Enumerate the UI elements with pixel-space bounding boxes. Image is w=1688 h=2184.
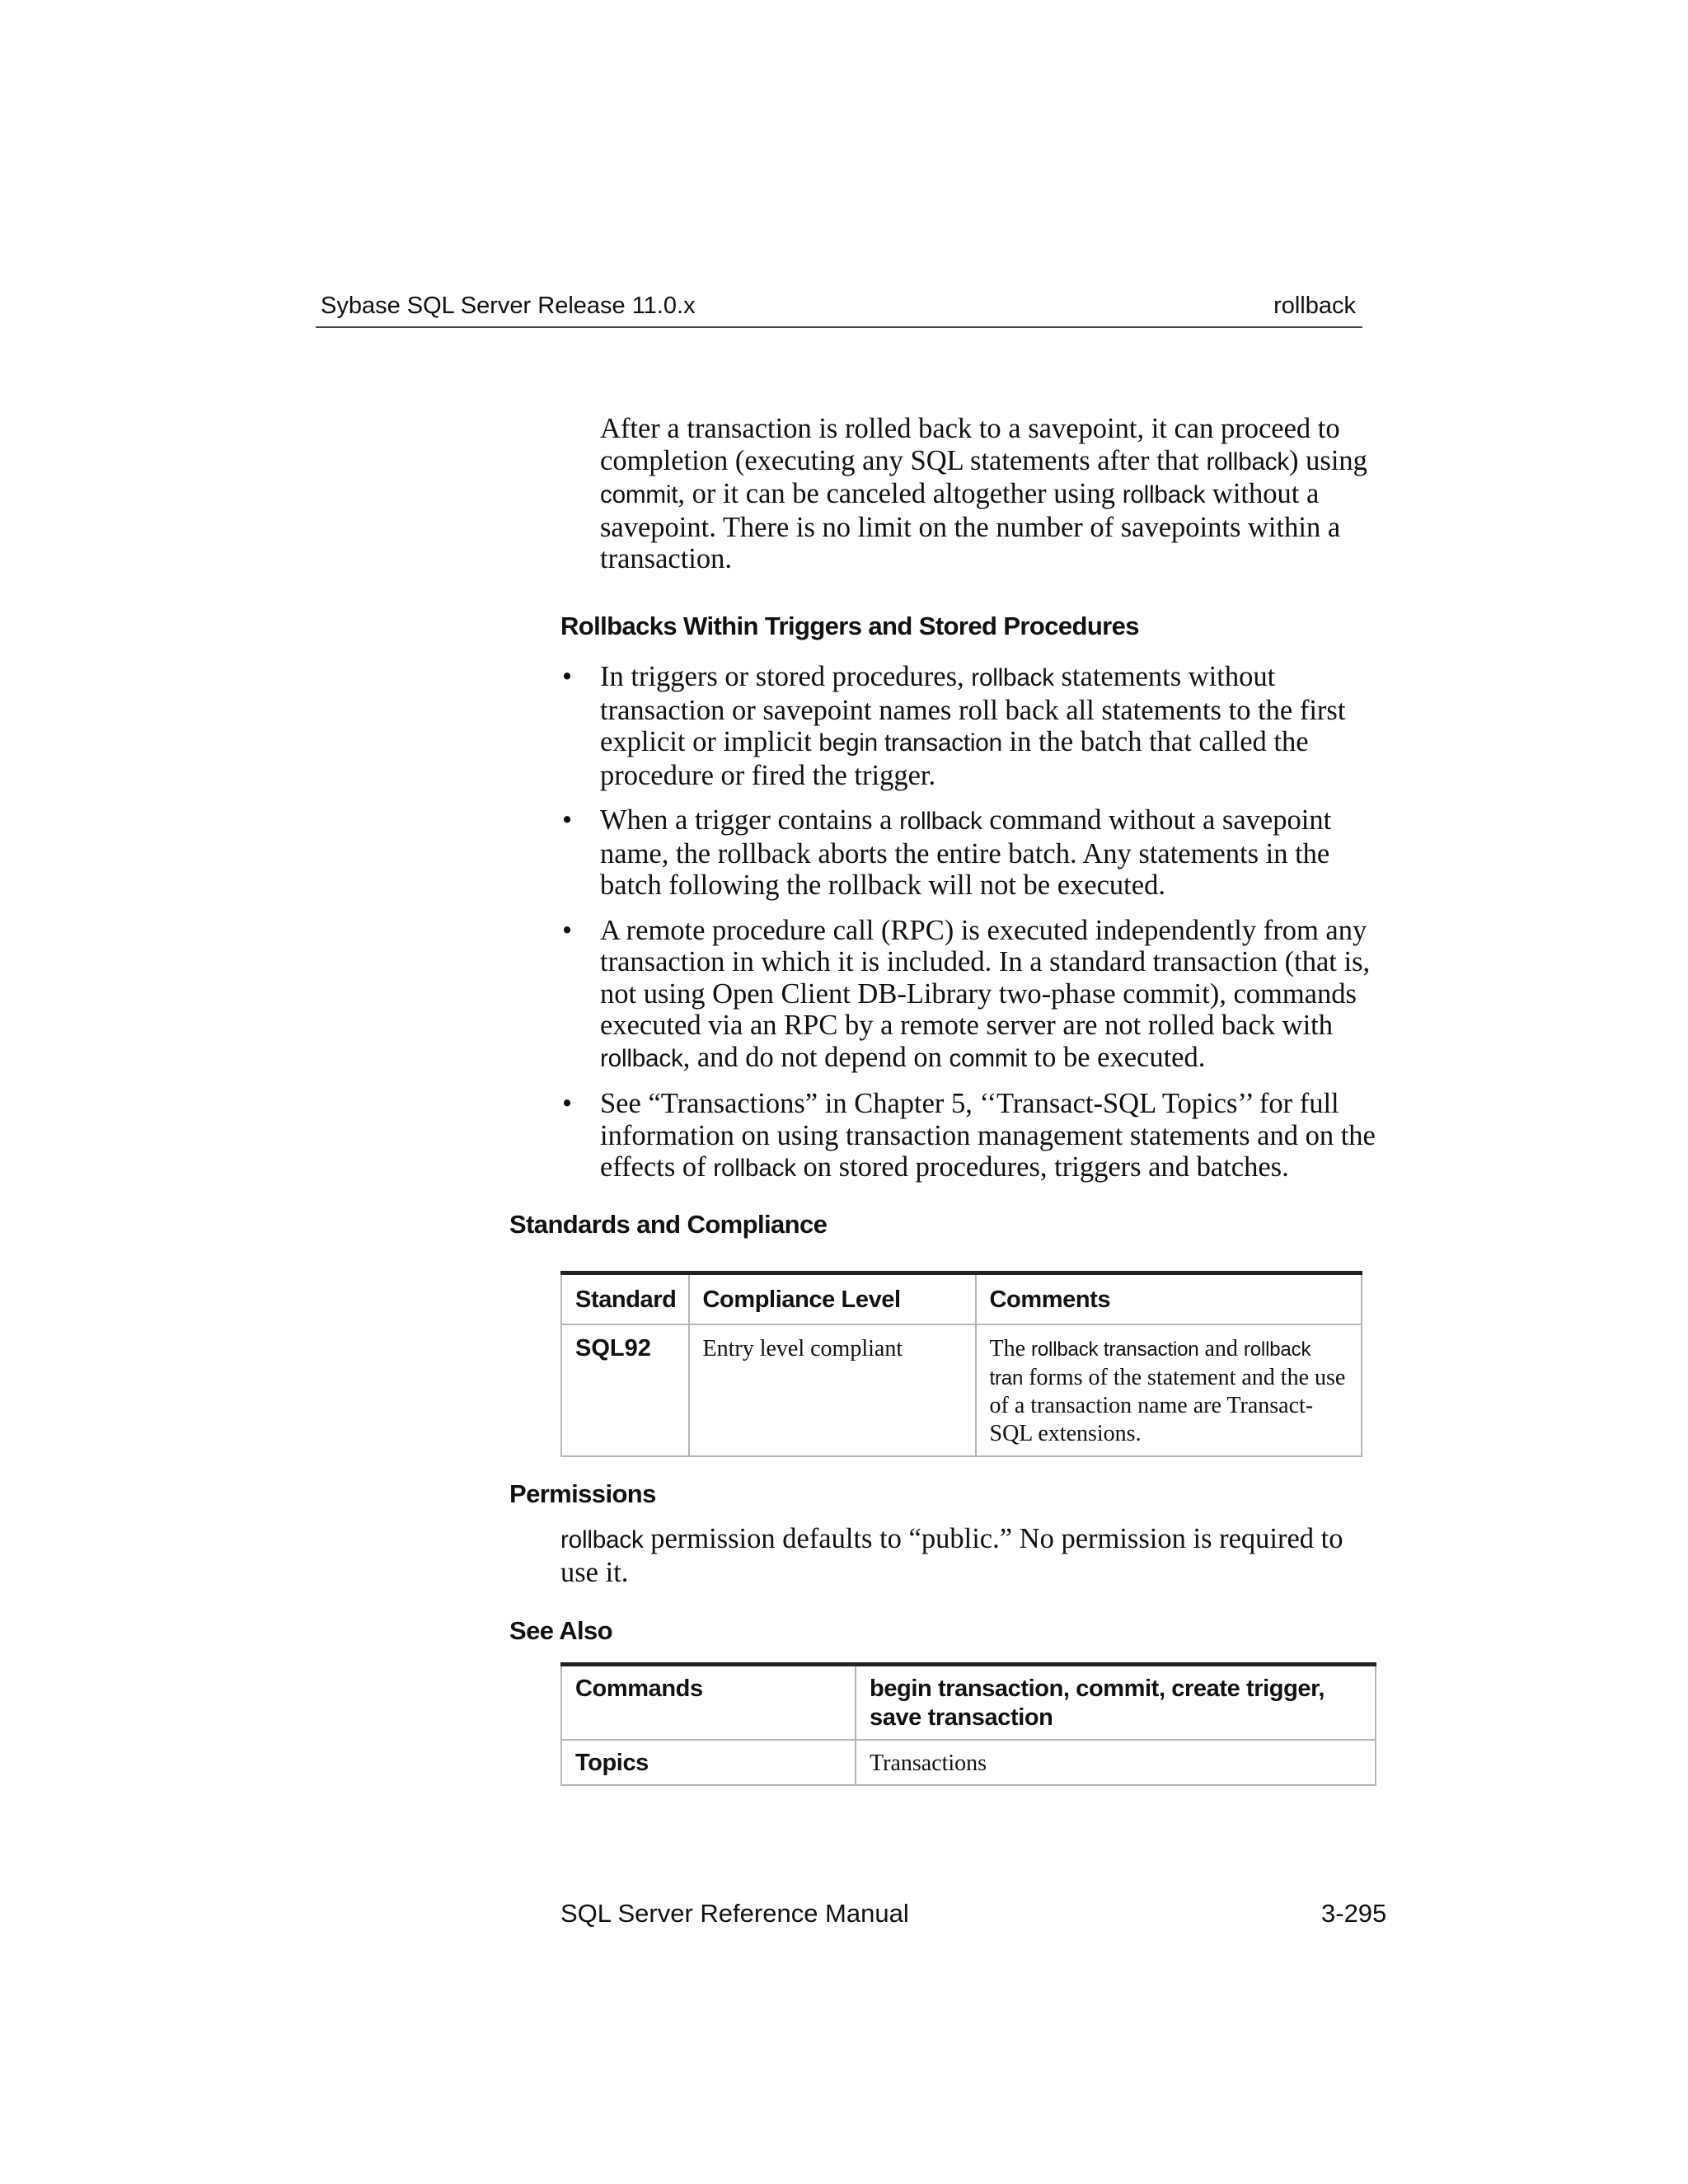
standards-heading: Standards and Compliance [509, 1210, 828, 1239]
command-keyword: rollback [1122, 481, 1206, 509]
see-also-table [560, 1662, 1376, 1786]
comment-text: forms of the statement and the use of a transaction name are Transact-SQL extensions. [989, 1364, 1346, 1446]
bullet-text: command without a savepoint name, the rollback aborts the entire batch. Any statements in the batch following the rollback will not be executed. [600, 804, 1332, 901]
comment-text: and [1198, 1336, 1244, 1361]
list-item [560, 915, 1376, 1076]
column-header: Comments [976, 1273, 1362, 1325]
table-row [561, 1665, 1376, 1741]
comments-cell [976, 1324, 1362, 1456]
table-row [561, 1740, 1376, 1785]
bullet-text: statements without transaction or savepoint names roll back all statements to the first explicit or implicit [600, 661, 1346, 757]
bullet-text: A remote procedure call (RPC) is executed independently from any transaction in which it is included. In a standard transaction (that is, not using Open Client DB-Library two-phase commit), commands executed via an RPC by a remote server are not rolled back with [600, 914, 1371, 1041]
permissions-text: permission defaults to “public.” No permission is required to use it. [560, 1523, 1343, 1588]
header-section: rollback [1273, 293, 1356, 319]
bullet-text: to be executed. [1026, 1041, 1206, 1073]
bullet-text: When a trigger contains a [600, 804, 900, 836]
command-keyword: commit [600, 481, 678, 509]
bullet-text: See “Transactions” in Chapter 5, ‘‘Transact-SQL Topics’’ for full information on using transaction management statements and on the effects of [600, 1088, 1376, 1183]
compliance-level-cell: Entry level compliant [689, 1324, 976, 1456]
intro-paragraph [600, 413, 1375, 575]
command-keyword: rollback [560, 1526, 644, 1554]
page-header [316, 288, 1362, 328]
standard-cell: SQL92 [561, 1324, 689, 1456]
command-keyword: commit [949, 1044, 1027, 1072]
table-header-row [561, 1273, 1362, 1325]
column-header: Compliance Level [689, 1273, 976, 1325]
footer-title: SQL Server Reference Manual [560, 1899, 909, 1928]
rollbacks-bullet-list [560, 661, 1376, 1198]
rollbacks-heading: Rollbacks Within Triggers and Stored Procedures [560, 612, 1139, 640]
intro-text-2: ) using [1289, 444, 1367, 476]
command-keyword: rollback transaction [1031, 1338, 1199, 1361]
table-row [561, 1324, 1362, 1456]
permissions-paragraph [560, 1523, 1376, 1588]
comment-text: The [989, 1336, 1032, 1361]
header-title: Sybase SQL Server Release 11.0.x [321, 293, 696, 319]
see-also-label: Commands [561, 1665, 856, 1741]
bullet-text: In triggers or stored procedures, [600, 661, 972, 692]
bullet-text: on stored procedures, triggers and batches. [795, 1151, 1289, 1183]
standards-table [560, 1271, 1362, 1457]
bullet-text: in the batch that called the procedure or fired the trigger. [600, 726, 1309, 791]
command-keyword: rollback [713, 1155, 796, 1182]
command-keyword: begin transaction [818, 729, 1002, 757]
see-also-topics: Transactions [856, 1740, 1376, 1785]
bullet-marker: • [562, 804, 573, 836]
command-keyword: rollback [899, 808, 982, 835]
bullet-text: , and do not depend on [682, 1041, 950, 1073]
bullet-marker: • [562, 661, 573, 692]
see-also-heading: See Also [509, 1616, 612, 1645]
bullet-marker: • [562, 1088, 573, 1119]
command-keyword: rollback [971, 664, 1054, 691]
see-also-label: Topics [561, 1740, 856, 1785]
intro-text-4: without a savepoint. There is no limit on the number of savepoints within a transaction. [600, 478, 1341, 574]
intro-text-3: , or it can be canceled altogether using [678, 478, 1123, 509]
list-item [560, 1088, 1376, 1185]
command-keyword: rollback tran [989, 1338, 1311, 1390]
bullet-marker: • [562, 914, 573, 946]
page-number: 3-295 [1321, 1899, 1387, 1928]
command-keyword: rollback [1206, 448, 1290, 476]
column-header: Standard [561, 1273, 689, 1325]
list-item [560, 804, 1376, 902]
permissions-heading: Permissions [509, 1479, 656, 1508]
intro-text-1: After a transaction is rolled back to a savepoint, it can proceed to completion (executing any SQL statements after that [600, 413, 1340, 476]
see-also-commands: begin transaction, commit, create trigger, save transaction [856, 1665, 1376, 1741]
command-keyword: rollback [600, 1044, 683, 1072]
list-item [560, 661, 1376, 791]
